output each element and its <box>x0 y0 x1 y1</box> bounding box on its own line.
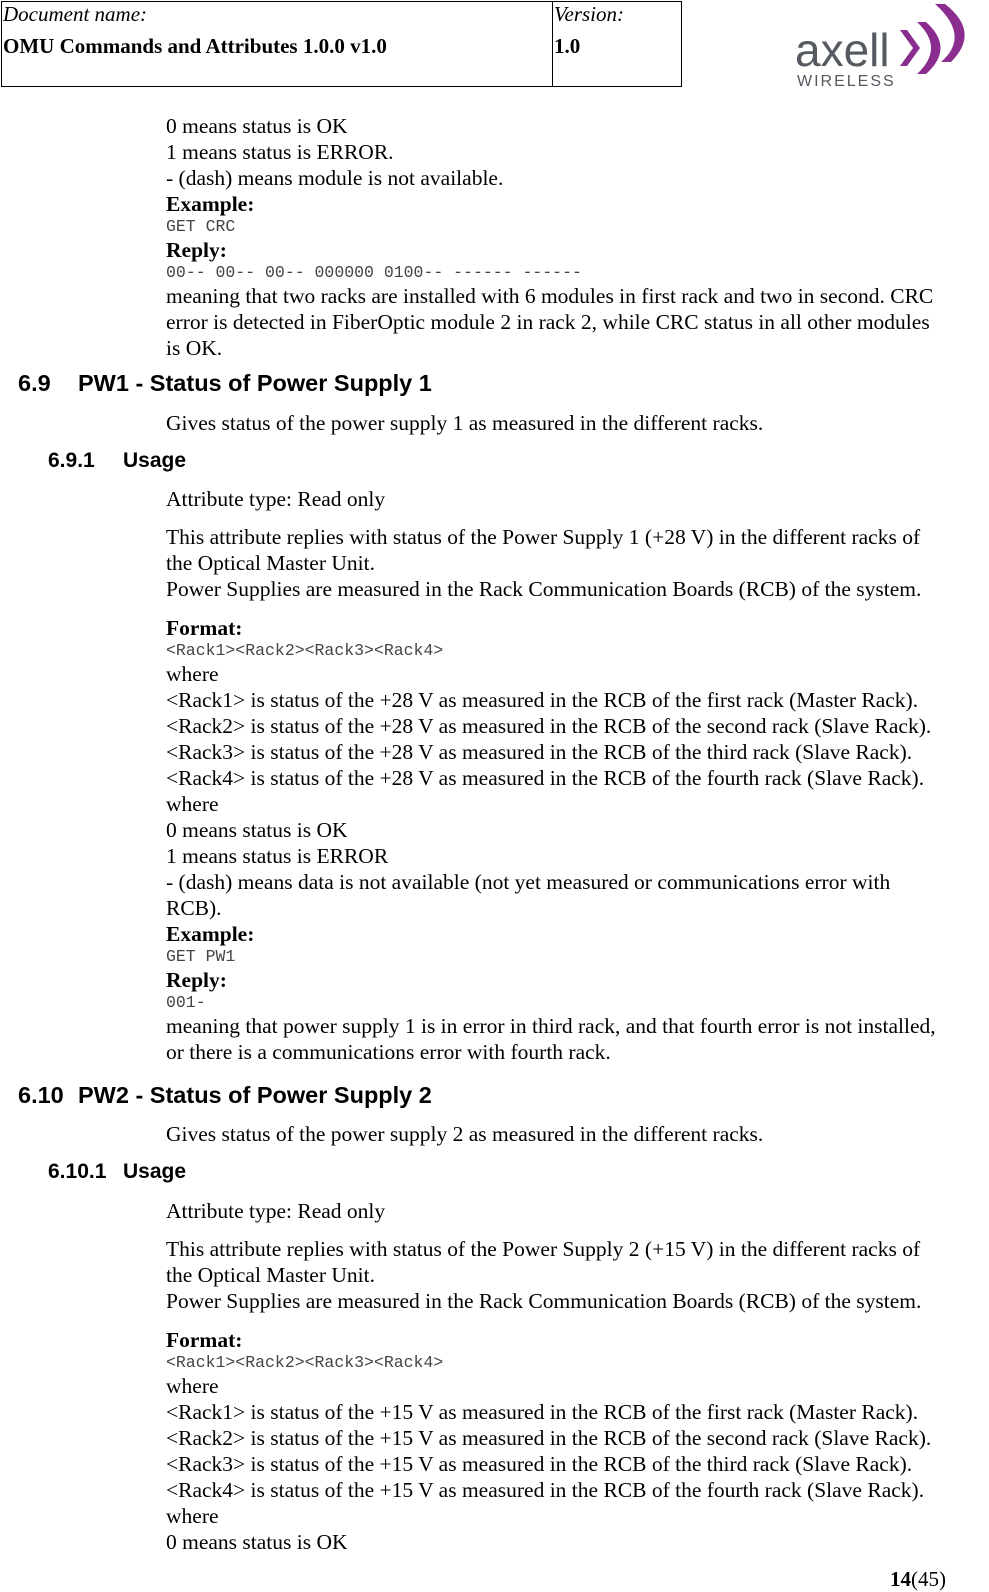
text-line: meaning that power supply 1 is in error in third rack, and that fourth error is not installed, <box>166 1014 936 1038</box>
text-line: meaning that two racks are installed with 6 modules in first rack and two in second. CRC <box>166 284 934 308</box>
example-command: GET PW1 <box>166 947 236 966</box>
text-line: is OK. <box>166 336 223 360</box>
text-line: <Rack3> is status of the +28 V as measured in the RCB of the third rack (Slave Rack). <box>166 740 913 764</box>
version-label: Version: <box>554 2 624 26</box>
pw1-usage-block <box>166 486 986 1065</box>
subsection-title: Usage <box>123 1160 187 1183</box>
logo-chevron-1-icon <box>900 30 920 66</box>
pw2-intro <box>166 1121 986 1147</box>
text-line: <Rack3> is status of the +15 V as measured in the RCB of the third rack (Slave Rack). <box>166 1452 913 1476</box>
reply-label: Reply: <box>166 238 227 262</box>
text-line: where <box>166 1504 219 1528</box>
logo-chevron-2-icon <box>917 22 941 74</box>
text-line: Attribute type: Read only <box>166 487 386 511</box>
text-line: This attribute replies with status of the Power Supply 1 (+28 V) in the different racks of <box>166 525 921 549</box>
document-header <box>1 1 682 87</box>
doc-name-label: Document name: <box>3 2 148 26</box>
text-line: RCB). <box>166 896 222 920</box>
text-line: <Rack4> is status of the +28 V as measured in the RCB of the fourth rack (Slave Rack). <box>166 766 925 790</box>
text-line: - (dash) means data is not available (not yet measured or communications error with <box>166 870 891 894</box>
pw1-intro <box>166 410 986 436</box>
example-label: Example: <box>166 922 255 946</box>
text-line: Gives status of the power supply 1 as measured in the different racks. <box>166 411 764 435</box>
section-title: PW1 - Status of Power Supply 1 <box>78 370 432 396</box>
text-line: <Rack1> is status of the +28 V as measured in the RCB of the first rack (Master Rack). <box>166 688 919 712</box>
page-current: 14 <box>890 1567 911 1591</box>
logo-sub: WIRELESS <box>797 73 896 90</box>
text-line: or there is a communications error with fourth rack. <box>166 1040 611 1064</box>
page-number <box>890 1567 946 1592</box>
header-divider <box>552 2 553 86</box>
text-line: Power Supplies are measured in the Rack Communication Boards (RCB) of the system. <box>166 1289 922 1313</box>
text-line: - (dash) means module is not available. <box>166 166 504 190</box>
text-line: the Optical Master Unit. <box>166 551 375 575</box>
text-line: the Optical Master Unit. <box>166 1263 375 1287</box>
crc-tail-block <box>166 113 986 361</box>
text-line: <Rack2> is status of the +28 V as measured in the RCB of the second rack (Slave Rack). <box>166 714 932 738</box>
subsection-heading-pw1-usage <box>48 449 186 473</box>
reply-value: 00-- 00-- 00-- 000000 0100-- ------ ------ <box>166 263 582 282</box>
text-line: error is detected in FiberOptic module 2 in rack 2, while CRC status in all other modules <box>166 310 930 334</box>
pw2-usage-block <box>166 1198 986 1555</box>
version-value: 1.0 <box>554 34 581 58</box>
format-value: <Rack1><Rack2><Rack3><Rack4> <box>166 641 444 660</box>
text-line: <Rack4> is status of the +15 V as measured in the RCB of the fourth rack (Slave Rack). <box>166 1478 925 1502</box>
page-total: (45) <box>911 1567 946 1591</box>
section-heading-pw2 <box>18 1082 432 1109</box>
text-line: where <box>166 662 219 686</box>
text-line: Attribute type: Read only <box>166 1199 386 1223</box>
text-line: Gives status of the power supply 2 as measured in the different racks. <box>166 1122 764 1146</box>
text-line: 1 means status is ERROR <box>166 844 389 868</box>
subsection-heading-pw2-usage <box>48 1160 186 1184</box>
doc-name: OMU Commands and Attributes 1.0.0 v1.0 <box>3 34 387 58</box>
example-command: GET CRC <box>166 217 236 236</box>
axell-wireless-logo <box>795 0 975 92</box>
subsection-title: Usage <box>123 449 187 472</box>
section-number: 6.10 <box>18 1082 64 1108</box>
format-label: Format: <box>166 1328 243 1352</box>
subsection-number: 6.10.1 <box>48 1160 107 1183</box>
logo-word: axell <box>795 24 890 76</box>
format-label: Format: <box>166 616 243 640</box>
text-line: 0 means status is OK <box>166 114 348 138</box>
reply-value: 001- <box>166 993 206 1012</box>
text-line: 0 means status is OK <box>166 1530 348 1554</box>
example-label: Example: <box>166 192 255 216</box>
section-heading-pw1 <box>18 370 432 397</box>
text-line: <Rack2> is status of the +15 V as measured in the RCB of the second rack (Slave Rack). <box>166 1426 932 1450</box>
text-line: 0 means status is OK <box>166 818 348 842</box>
text-line: This attribute replies with status of the Power Supply 2 (+15 V) in the different racks of <box>166 1237 921 1261</box>
subsection-number: 6.9.1 <box>48 449 95 472</box>
format-value: <Rack1><Rack2><Rack3><Rack4> <box>166 1353 444 1372</box>
text-line: where <box>166 1374 219 1398</box>
section-number: 6.9 <box>18 370 51 396</box>
section-title: PW2 - Status of Power Supply 2 <box>78 1082 432 1108</box>
reply-label: Reply: <box>166 968 227 992</box>
text-line: where <box>166 792 219 816</box>
text-line: <Rack1> is status of the +15 V as measured in the RCB of the first rack (Master Rack). <box>166 1400 919 1424</box>
text-line: Power Supplies are measured in the Rack Communication Boards (RCB) of the system. <box>166 577 922 601</box>
text-line: 1 means status is ERROR. <box>166 140 394 164</box>
